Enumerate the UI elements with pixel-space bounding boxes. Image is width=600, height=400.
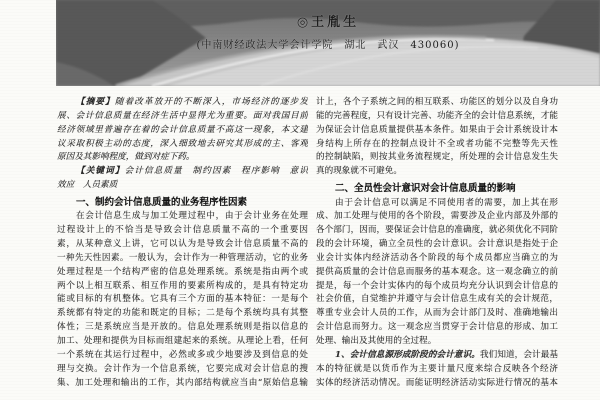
continued-paragraph (316, 96, 558, 179)
text-line: 能或目标的有机整体。它具有三个方面的基本特征：一是每个 (57, 294, 308, 305)
text-line: 集、加工处理和输出的工作，其内部结构就应当由“原始信息输 (57, 377, 308, 388)
abstract-first-text: 随着改革放开的不断深入，市场经济的逐步发 (114, 97, 308, 107)
text-line: 计上，各个子系统之间的相互联系、功能区的划分以及自身功 (316, 97, 558, 107)
keywords-first-text: 会计信息质量 制约因素 程序影响 意识 (124, 166, 308, 177)
text-line: 社会价值，自觉维护并遵守与会计信息生成有关的会计规范， (316, 294, 558, 305)
text-line: 素，从某种意义上讲，它可以认为是导致会计信息质量不高的 (57, 239, 308, 250)
text-line: 成、加工处理与使用的各个阶段，需要涉及企业内部及外部的 (316, 211, 558, 222)
subsection1-first-line (316, 349, 558, 363)
text-line: 身结构上所存在的控制点设计不全或者功能不完整等先天性 (316, 138, 558, 149)
text-line: 体性；三是系统应当是开放的。信息处理系统则是指以信息的 (57, 322, 308, 333)
text-line: 提是，每一个会计实体内的每个成员均充分认识到会计信息的 (316, 280, 558, 291)
text-line: 为保证会计信息质量提供基本条件。如果由于会计系统设计本 (316, 124, 558, 135)
section2-last-line: 处理、输出及其使用的全过程。 (316, 336, 437, 346)
abstract-label: 【摘要】 (76, 97, 115, 107)
text-line: 展、会计信息质量在经济生活中显得尤为重要。面对我国目前 (57, 110, 308, 121)
section2-first-line: 由于会计信息可以满足不同使用者的需要，加上其在形 (335, 197, 558, 208)
section1-first-line: 在会计信息生成与加工处理过程中，由于会计业务在处理 (76, 211, 308, 222)
text-line: 处理过程是一个结构严密的信息处理系统。系统是指由两个或 (57, 266, 308, 277)
section1-paragraph (57, 210, 308, 390)
text-line: 两个以上相互联系、相互作用的要素所构成的，是具有特定功 (57, 280, 308, 291)
subsection1-lines (316, 363, 558, 391)
text-line: 各个部门，因而，要保证会计信息的准确度，就必须优化不同阶 (316, 225, 558, 236)
text-line: 理与交换。会计作为一个信息系统，它要完成对会计信息的搜 (57, 363, 308, 374)
article-body (57, 96, 558, 398)
text-line: 能的完善程度，只有设计完善、功能齐全的会计信息系统，才能 (316, 110, 558, 121)
text-line: 尊重专业会计人员的工作，从而为会计部门及时、准确地输出 (316, 308, 558, 319)
text-line: 系统都有特定的功能和既定的目标；二是每个系统均具有其整 (57, 308, 308, 319)
text-line: 业会计实体内经济活动各个阶段的每个成员都应当确立的为 (316, 252, 558, 263)
text-line: 过程设计上的不恰当是导致会计信息质量不高的一个重要因 (57, 225, 308, 236)
author-affiliation: (中南财经政法大学会计学院 湖北 武汉 430060) (196, 40, 460, 51)
photo-caption-block (56, 0, 600, 86)
text-line: 提供高质量的会计信息而服务的基本观念。这一观念确立的前 (316, 266, 558, 277)
abstract-last-line: 原因及其影响程度，做到对症下药。 (57, 152, 195, 163)
abstract-first-line (57, 96, 308, 110)
subsection1-first-text: 我们知道，会计最基 (479, 349, 558, 360)
section1-heading: 一、制约会计信息质量的业务程序性因素 (76, 196, 248, 208)
text-line: 本的特征就是以货币作为主要计量尺度来综合反映各个经济 (316, 363, 558, 374)
text-line: 的控制缺陷，则按其业务流程规定，所处理的会计信息发生失 (316, 152, 558, 163)
text-line: 经济领域里普遍存在着的会计信息质量不高这一现象，本文建 (57, 124, 308, 135)
continued-last-line: 真的现象就不可避免。 (316, 166, 402, 177)
subsection1-paragraph (316, 349, 558, 391)
abstract (57, 96, 308, 165)
keywords-first-line (57, 165, 308, 179)
right-column (316, 96, 558, 398)
keywords-label: 【关键词】 (76, 166, 125, 177)
text-line: 会计信息而努力。这一观念应当贯穿于会计信息的形成、加工 (316, 322, 558, 333)
text-line: 段的会计环境，确立全员性的会计意识。会计意识是指处于企 (316, 239, 558, 250)
text-line: 议采取积极主动的态度，深入细致地去研究其形成的主、客观 (57, 138, 308, 149)
keywords-last-line: 效应 人员素质 (57, 180, 118, 191)
text-line: 实体的经济活动情况。而能证明经济活动实际进行情况的基本 (316, 377, 558, 388)
author-name: ◎王胤生 (296, 15, 360, 30)
section2-lines (316, 210, 558, 335)
abstract-lines (57, 110, 308, 152)
text-line: 加工、处理和提供为目标而组建起来的系统。从理论上看，任何 (57, 336, 308, 346)
text-line: 一种先天性因素。一般认为，会计作为一种管理活动，它的业务 (57, 252, 308, 263)
section2-paragraph (316, 197, 558, 349)
left-column (57, 96, 308, 398)
header-photo (56, 0, 600, 86)
continued-lines (316, 96, 558, 165)
section1-lines (57, 224, 308, 390)
keywords (57, 165, 308, 193)
section2-heading: 二、全员性会计意识对会计信息质量的影响 (335, 183, 516, 195)
text-line: 一个系统在其运行过程中，必然或多或少地要涉及到信息的处 (57, 349, 308, 360)
subsection1-lead: 1、会计信息源形成阶段的会计意识。 (335, 349, 480, 360)
